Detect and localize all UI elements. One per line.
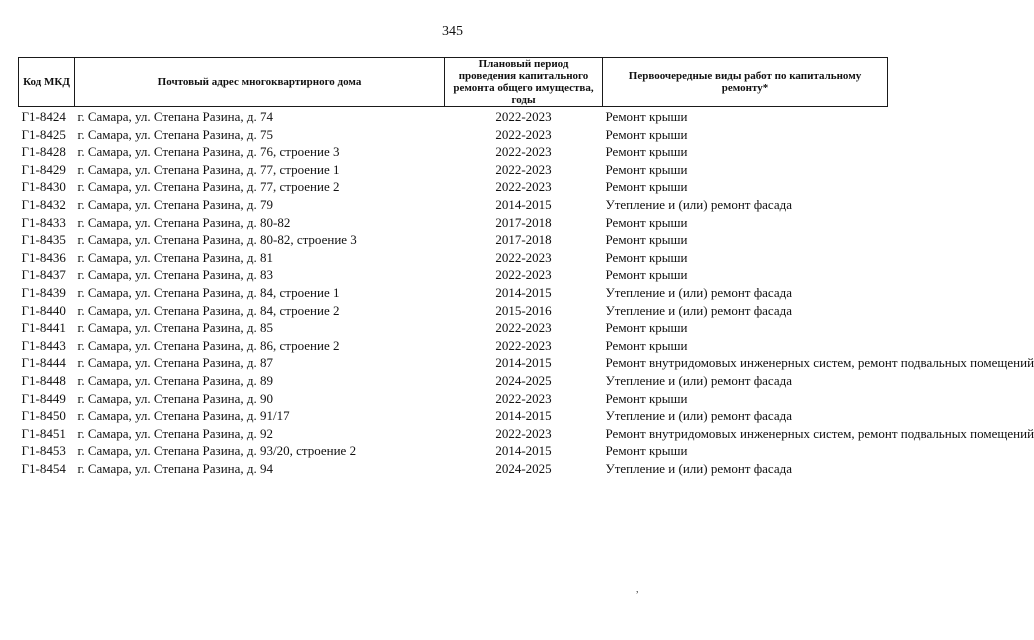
row-period-cell: 2014-2015 [495,196,552,212]
row-works-cell: Утепление и (или) ремонт фасада [605,302,792,318]
row-code-cell: Г1-8441 [21,320,66,336]
row-code-cell: Г1-8433 [21,214,66,230]
row-period-cell: 2015-2016 [495,302,552,318]
row-code-cell: Г1-8425 [21,126,66,142]
row-works-cell: Утепление и (или) ремонт фасада [605,460,792,476]
row-period-cell: 2014-2015 [495,355,552,371]
row-works-cell: Утепление и (или) ремонт фасада [605,408,792,424]
table-row [19,231,888,249]
table-row [19,460,888,478]
row-address-cell: г. Самара, ул. Степана Разина, д. 93/20, строение 2 [77,443,357,459]
row-address-cell: г. Самара, ул. Степана Разина, д. 89 [77,372,273,388]
row-code-cell: Г1-8443 [21,337,66,353]
capital-repair-table [18,57,1034,477]
row-code-cell: Г1-8436 [21,249,66,265]
table-row [19,143,888,161]
row-period-cell: 2022-2023 [495,425,552,441]
row-code-cell: Г1-8444 [21,355,66,371]
row-code-cell: Г1-8435 [21,232,66,248]
row-period-cell: 2022-2023 [495,144,552,160]
table-row [19,372,888,390]
row-code-cell: Г1-8424 [21,109,66,124]
row-address-cell: г. Самара, ул. Степана Разина, д. 84, строение 1 [77,284,340,300]
row-address-cell: г. Самара, ул. Степана Разина, д. 80-82, строение 3 [77,232,357,248]
row-works-cell: Ремонт крыши [605,390,688,406]
row-address-cell: г. Самара, ул. Степана Разина, д. 74 [77,109,273,124]
table-header [19,58,888,107]
row-period-cell: 2024-2025 [495,372,552,388]
row-code-cell: Г1-8450 [21,408,66,424]
row-period-cell: 2022-2023 [495,267,552,283]
row-works-cell: Ремонт крыши [605,337,688,353]
row-code-cell: Г1-8448 [21,372,66,388]
row-works-cell: Ремонт крыши [605,443,688,459]
row-address-cell: г. Самара, ул. Степана Разина, д. 77, строение 2 [77,179,340,195]
row-works-cell: Ремонт крыши [605,126,688,142]
table-row [19,214,888,232]
row-period-cell: 2017-2018 [495,214,552,230]
row-code-cell: Г1-8454 [21,460,66,476]
row-address-cell: г. Самара, ул. Степана Разина, д. 94 [77,460,273,476]
row-code-cell: Г1-8432 [21,196,66,212]
table-row [19,107,888,126]
row-period-cell: 2014-2015 [495,284,552,300]
row-address-cell: г. Самара, ул. Степана Разина, д. 77, строение 1 [77,161,340,177]
row-works-cell: Ремонт крыши [605,179,688,195]
row-address-cell: г. Самара, ул. Степана Разина, д. 81 [77,249,273,265]
row-code-cell: Г1-8428 [21,144,66,160]
table-row [19,266,888,284]
row-period-cell: 2022-2023 [495,126,552,142]
table-row [19,126,888,144]
row-period-cell: 2022-2023 [495,337,552,353]
row-code-cell: Г1-8453 [21,443,66,459]
row-works-cell: Ремонт крыши [605,267,688,283]
row-address-cell: г. Самара, ул. Степана Разина, д. 86, строение 2 [77,337,340,353]
table-row [19,407,888,425]
row-period-cell: 2022-2023 [495,161,552,177]
row-works-cell: Ремонт крыши [605,232,688,248]
header-code: Код МКД [19,58,75,107]
header-period: Плановый период проведения капитального ремонта общего имущества, годы [445,58,603,107]
row-address-cell: г. Самара, ул. Степана Разина, д. 83 [77,267,273,283]
row-works-cell: Ремонт внутридомовых инженерных систем, ремонт подвальных помещений [605,425,1034,441]
row-address-cell: г. Самара, ул. Степана Разина, д. 84, строение 2 [77,302,340,318]
row-period-cell: 2022-2023 [495,179,552,195]
row-address-cell: г. Самара, ул. Степана Разина, д. 75 [77,126,273,142]
row-address-cell: г. Самара, ул. Степана Разина, д. 80-82 [77,214,291,230]
row-works-cell: Ремонт крыши [605,320,688,336]
row-code-cell: Г1-8439 [21,284,66,300]
row-address-cell: г. Самара, ул. Степана Разина, д. 76, строение 3 [77,144,340,160]
header-address: Почтовый адрес многоквартирного дома [75,58,445,107]
row-address-cell: г. Самара, ул. Степана Разина, д. 87 [77,355,273,371]
scan-mark: , [636,584,639,595]
table-row [19,178,888,196]
header-works: Первоочередные виды работ по капитальному ремонту* [603,58,888,107]
row-period-cell: 2024-2025 [495,460,552,476]
table-row [19,442,888,460]
table-row [19,161,888,179]
row-code-cell: Г1-8437 [21,267,66,283]
row-works-cell: Утепление и (или) ремонт фасада [605,372,792,388]
page-number: 345 [442,24,463,39]
row-period-cell: 2022-2023 [495,320,552,336]
table-row [19,319,888,337]
row-works-cell: Ремонт крыши [605,214,688,230]
table-body [19,107,1034,478]
table-row [19,302,888,320]
table-row [19,390,888,408]
row-address-cell: г. Самара, ул. Степана Разина, д. 91/17 [77,408,290,424]
row-works-cell: Ремонт крыши [605,144,688,160]
table-row [19,284,888,302]
row-period-cell: 2017-2018 [495,232,552,248]
row-period-cell: 2022-2023 [495,249,552,265]
row-code-cell: Г1-8429 [21,161,66,177]
row-works-cell: Утепление и (или) ремонт фасада [605,196,792,212]
row-address-cell: г. Самара, ул. Степана Разина, д. 92 [77,425,273,441]
row-address-cell: г. Самара, ул. Степана Разина, д. 85 [77,320,273,336]
row-address-cell: г. Самара, ул. Степана Разина, д. 79 [77,196,273,212]
row-address-cell: г. Самара, ул. Степана Разина, д. 90 [77,390,273,406]
row-period-cell: 2014-2015 [495,443,552,459]
row-works-cell: Ремонт крыши [605,249,688,265]
table-row [19,249,888,267]
row-works-cell: Ремонт внутридомовых инженерных систем, ремонт подвальных помещений [605,355,1034,371]
row-code-cell: Г1-8451 [21,425,66,441]
table-row [19,196,888,214]
table-row [19,425,888,443]
row-works-cell: Ремонт крыши [605,161,688,177]
row-period-cell: 2022-2023 [495,109,552,124]
row-code-cell: Г1-8449 [21,390,66,406]
row-period-cell: 2022-2023 [495,390,552,406]
table-row [19,354,888,372]
row-period-cell: 2014-2015 [495,408,552,424]
row-code-cell: Г1-8430 [21,179,66,195]
row-works-cell: Ремонт крыши [605,109,688,124]
table-row [19,337,888,355]
row-works-cell: Утепление и (или) ремонт фасада [605,284,792,300]
row-code-cell: Г1-8440 [21,302,66,318]
